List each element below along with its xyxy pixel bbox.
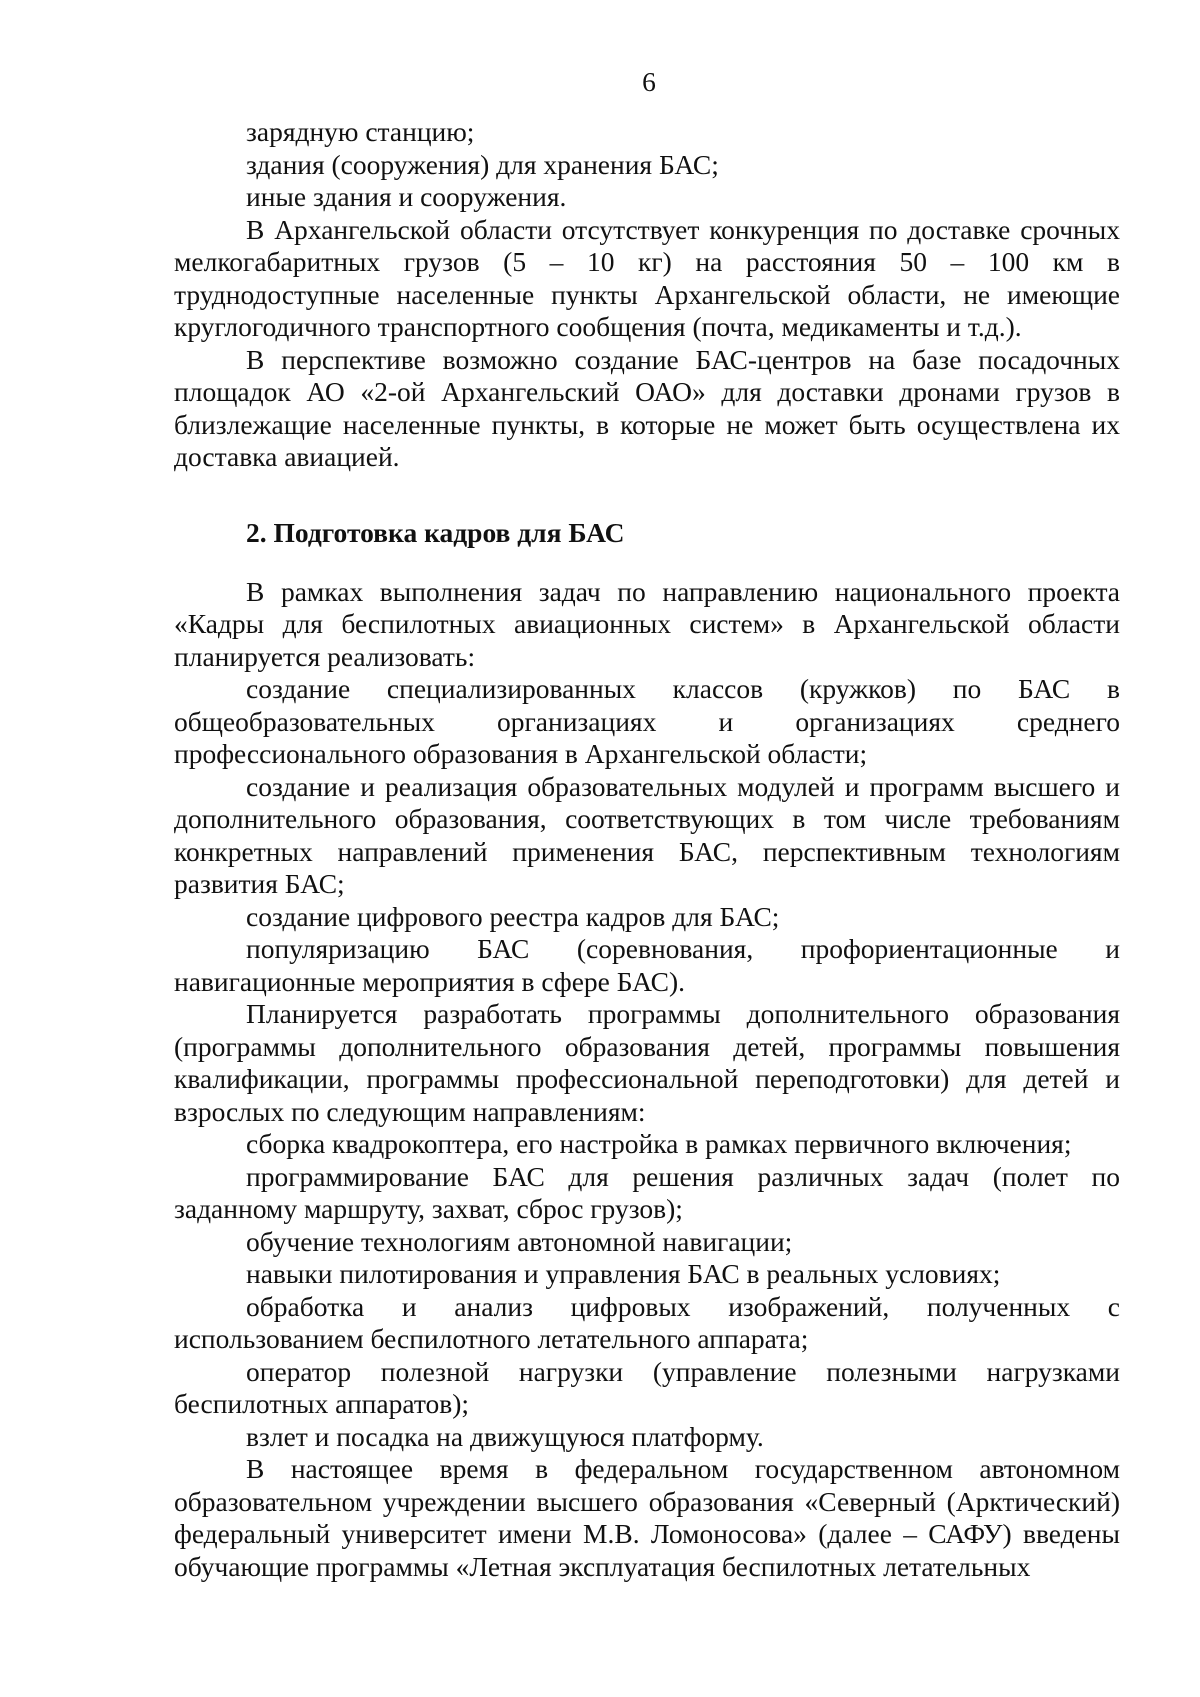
list-item: создание специализированных классов (кружков) по БАС в общеобразовательных организациях и организациях среднего профессионального образования в Архангельской области; [174,673,1120,769]
paragraph: В настоящее время в федеральном государственном автономном образовательном учреждении высшего образования «Северный (Арктический) федеральный университет имени М.В. Ломоносова» (далее – САФУ) введены обучающие программы «Летная эксплуатация беспилотных летательных [174,1453,1120,1582]
paragraph: В перспективе возможно создание БАС-центров на базе посадочных площадок АО «2-ой Архангельский ОАО» для доставки дронами грузов в близлежащие населенные пункты, в которые не может быть осуществлена их доставка авиацией. [174,343,1120,472]
list-item: взлет и посадка на движущуюся платформу. [246,1420,764,1452]
paragraph: иные здания и сооружения. [246,181,567,212]
page-number: 6 [642,66,656,97]
paragraph: В рамках выполнения задач по направлению национального проекта «Кадры для беспилотных авиационных систем» в Архангельской области планируется реализовать: [174,575,1120,672]
list-item: обработка и анализ цифровых изображений, полученных с использованием беспилотного летательного аппарата; [174,1290,1120,1354]
list-item: обучение технологиям автономной навигации; [246,1225,793,1257]
list-item: навыки пилотирования и управления БАС в реальных условиях; [246,1258,1001,1289]
paragraph: В Архангельской области отсутствует конкуренция по доставке срочных мелкогабаритных грузов (5 – 10 кг) на расстояния 50 – 100 км в труднодоступные населенные пункты Архангельской области, не имеющие круглогодичного транспортного сообщения (почта, медикаменты и т.д.). [174,213,1120,342]
section-heading: 2. Подготовка кадров для БАС [246,516,625,548]
paragraph: зарядную станцию; [246,116,475,147]
list-item: создание цифрового реестра кадров для БАС; [246,900,780,932]
page-content [174,116,1120,1583]
list-item: оператор полезной нагрузки (управление полезными нагрузками беспилотных аппаратов); [174,1355,1120,1419]
list-item: сборка квадрокоптера, его настройка в рамках первичного включения; [246,1128,1072,1159]
paragraph: Планируется разработать программы дополнительного образования (программы дополнительного образования детей, программы повышения квалификации, программы профессиональной переподготовки) для детей и взрослых по следующим направлениям: [174,998,1120,1127]
paragraph: здания (сооружения) для хранения БАС; [246,148,719,180]
list-item: популяризацию БАС (соревнования, профориентационные и навигационные мероприятия в сфере БАС). [174,933,1120,997]
list-item: программирование БАС для решения различных задач (полет по заданному маршруту, захват, сброс грузов); [174,1160,1120,1224]
list-item: создание и реализация образовательных модулей и программ высшего и дополнительного образования, соответствующих в том числе требованиям конкретных направлений применения БАС, перспективным технологиям развития БАС; [174,770,1120,899]
